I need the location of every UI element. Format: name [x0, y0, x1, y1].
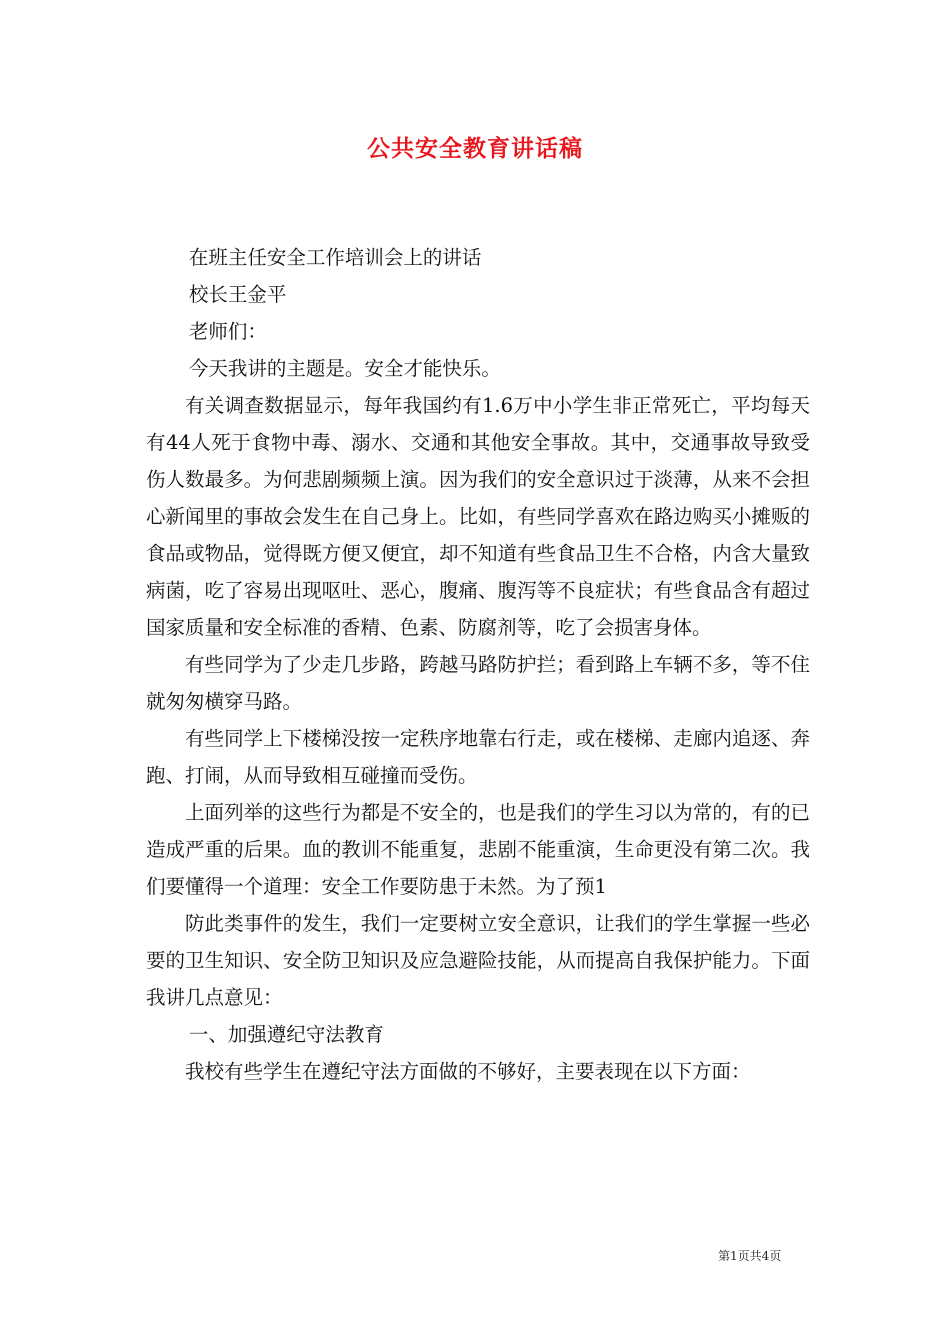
page-number-indicator: 第1页共4页 [718, 1249, 782, 1263]
paragraph-stairs: 有些同学上下楼梯没按一定秩序地靠右行走，或在楼梯、走廊内追逐、奔跑、打闹，从而导致相互碰撞而受伤。 [146, 727, 810, 787]
paragraph-unsafe-behaviors: 上面列举的这些行为都是不安全的，也是我们的学生习以为常的，有的已造成严重的后果。血的教训不能重复，悲剧不能重演，生命更没有第二次。我们要懂得一个道理：安全工作要防患于未然。为了预1 [146, 801, 810, 898]
section-heading-1: 一、加强遵纪守法教育 [188, 1023, 384, 1046]
paragraph-discipline: 我校有些学生在遵纪守法方面做的不够好，主要表现在以下方面： [185, 1060, 751, 1083]
paragraph-statistics: 有关调查数据显示，每年我国约有1.6万中小学生非正常死亡，平均每天有44人死于食物中毒、溺水、交通和其他安全事故。其中，交通事故导致受伤人数最多。为何悲剧频频上演。因为我们的安全意识过于淡薄，从来不会担心新闻里的事故会发生在自己身上。比如，有些同学喜欢在路边购买小摊贩的食品或物品，觉得既方便又便宜，却不知道有些食品卫生不合格，内含大量致病菌，吃了容易出现呕吐、恶心，腹痛、腹泻等不良症状；有些食品含有超过国家质量和安全标准的香精、色素、防腐剂等，吃了会损害身体。 [146, 394, 810, 639]
salutation: 老师们： [188, 320, 267, 343]
paragraph-theme: 今天我讲的主题是。安全才能快乐。 [188, 357, 501, 380]
document-title: 公共安全教育讲话稿 [367, 136, 583, 162]
document-body [146, 239, 810, 1090]
paragraph-road-crossing: 有些同学为了少走几步路，跨越马路防护拦；看到路上车辆不多，等不住就匆匆横穿马路。 [146, 653, 810, 713]
speaker-name: 校长王金平 [188, 283, 287, 306]
speech-occasion: 在班主任安全工作培训会上的讲话 [188, 246, 482, 269]
paragraph-prevention: 防此类事件的发生，我们一定要树立安全意识，让我们的学生掌握一些必要的卫生知识、安全防卫知识及应急避险技能，从而提高自我保护能力。下面我讲几点意见： [146, 912, 810, 1009]
